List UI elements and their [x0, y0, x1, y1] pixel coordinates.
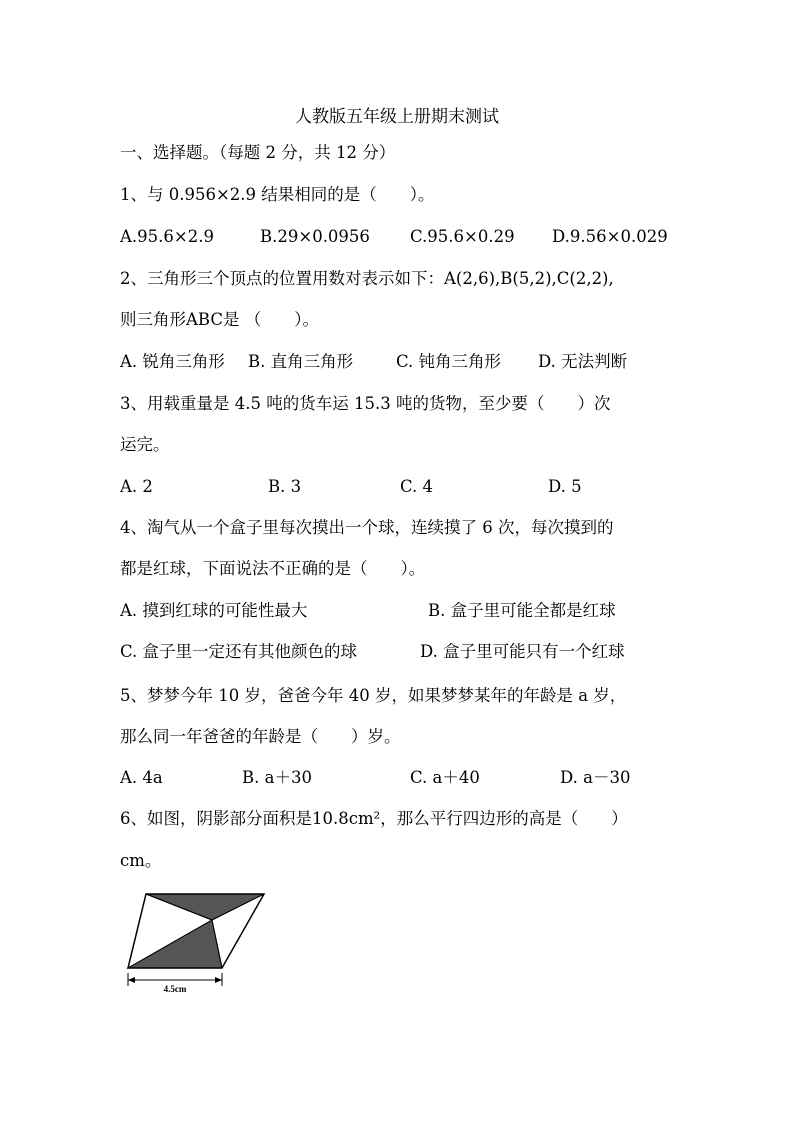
question-5-option-d: D. a－30 [560, 768, 631, 787]
question-2-option-c: C. 钝角三角形 [396, 352, 502, 371]
question-2-stem-line-2: 则三角形ABC是 （ ）。 [120, 310, 319, 329]
question-4-option-a: A. 摸到红球的可能性最大 [120, 601, 308, 620]
question-5-option-c: C. a＋40 [410, 768, 480, 787]
question-4-option-c: C. 盒子里一定还有其他颜色的球 [120, 642, 358, 661]
question-1-option-d: D.9.56×0.029 [552, 227, 668, 246]
question-1-option-b: B.29×0.0956 [260, 227, 370, 246]
question-2-option-b: B. 直角三角形 [248, 352, 354, 371]
question-3-option-a: A. 2 [120, 477, 153, 496]
shaded-bottom-triangle [128, 920, 222, 968]
question-4-option-b: B. 盒子里可能全都是红球 [428, 601, 616, 620]
base-length-label: 4.5cm [163, 984, 187, 994]
question-5-stem-line-1: 5、梦梦今年 10 岁，爸爸今年 40 岁，如果梦梦某年的年龄是 a 岁， [120, 686, 627, 705]
question-5-stem-line-2: 那么同一年爸爸的年龄是（ ）岁。 [120, 727, 401, 746]
question-2-option-d: D. 无法判断 [538, 352, 628, 371]
question-3-stem-line-1: 3、用载重量是 4.5 吨的货车运 15.3 吨的货物，至少要（ ）次 [120, 394, 611, 413]
question-4-stem-line-1: 4、淘气从一个盒子里每次摸出一个球，连续摸了 6 次，每次摸到的 [120, 518, 614, 537]
page-title: 人教版五年级上册期末测试 [295, 107, 499, 127]
question-3-option-c: C. 4 [400, 477, 434, 496]
question-1-stem: 1、与 0.956×2.9 结果相同的是（ ）。 [120, 185, 435, 204]
shaded-top-triangle [146, 894, 264, 920]
question-5-option-a: A. 4a [120, 768, 163, 787]
question-4-stem-line-2: 都是红球，下面说法不正确的是（ ）。 [120, 559, 426, 578]
question-6-stem-line-1: 6、如图，阴影部分面积是10.8cm²，那么平行四边形的高是（ ） [120, 809, 628, 828]
parallelogram-figure [118, 886, 278, 996]
question-3-option-d: D. 5 [548, 477, 582, 496]
question-2-stem-line-1: 2、三角形三个顶点的位置用数对表示如下：A(2,6),B(5,2),C(2,2), [120, 269, 614, 288]
question-3-stem-line-2: 运完。 [120, 435, 170, 454]
question-6-stem-line-2: cm。 [120, 851, 162, 870]
question-5-option-b: B. a＋30 [242, 768, 312, 787]
section-heading: 一、选择题。（每题 2 分，共 12 分） [120, 143, 396, 162]
dimension-arrow-left [128, 977, 135, 983]
parallelogram-diagram [118, 886, 278, 996]
dimension-arrow-right [215, 977, 222, 983]
question-4-option-d: D. 盒子里可能只有一个红球 [420, 642, 625, 661]
question-1-option-c: C.95.6×0.29 [410, 227, 515, 246]
question-2-option-a: A. 锐角三角形 [120, 352, 225, 371]
question-3-option-b: B. 3 [268, 477, 302, 496]
question-1-option-a: A.95.6×2.9 [120, 227, 214, 246]
